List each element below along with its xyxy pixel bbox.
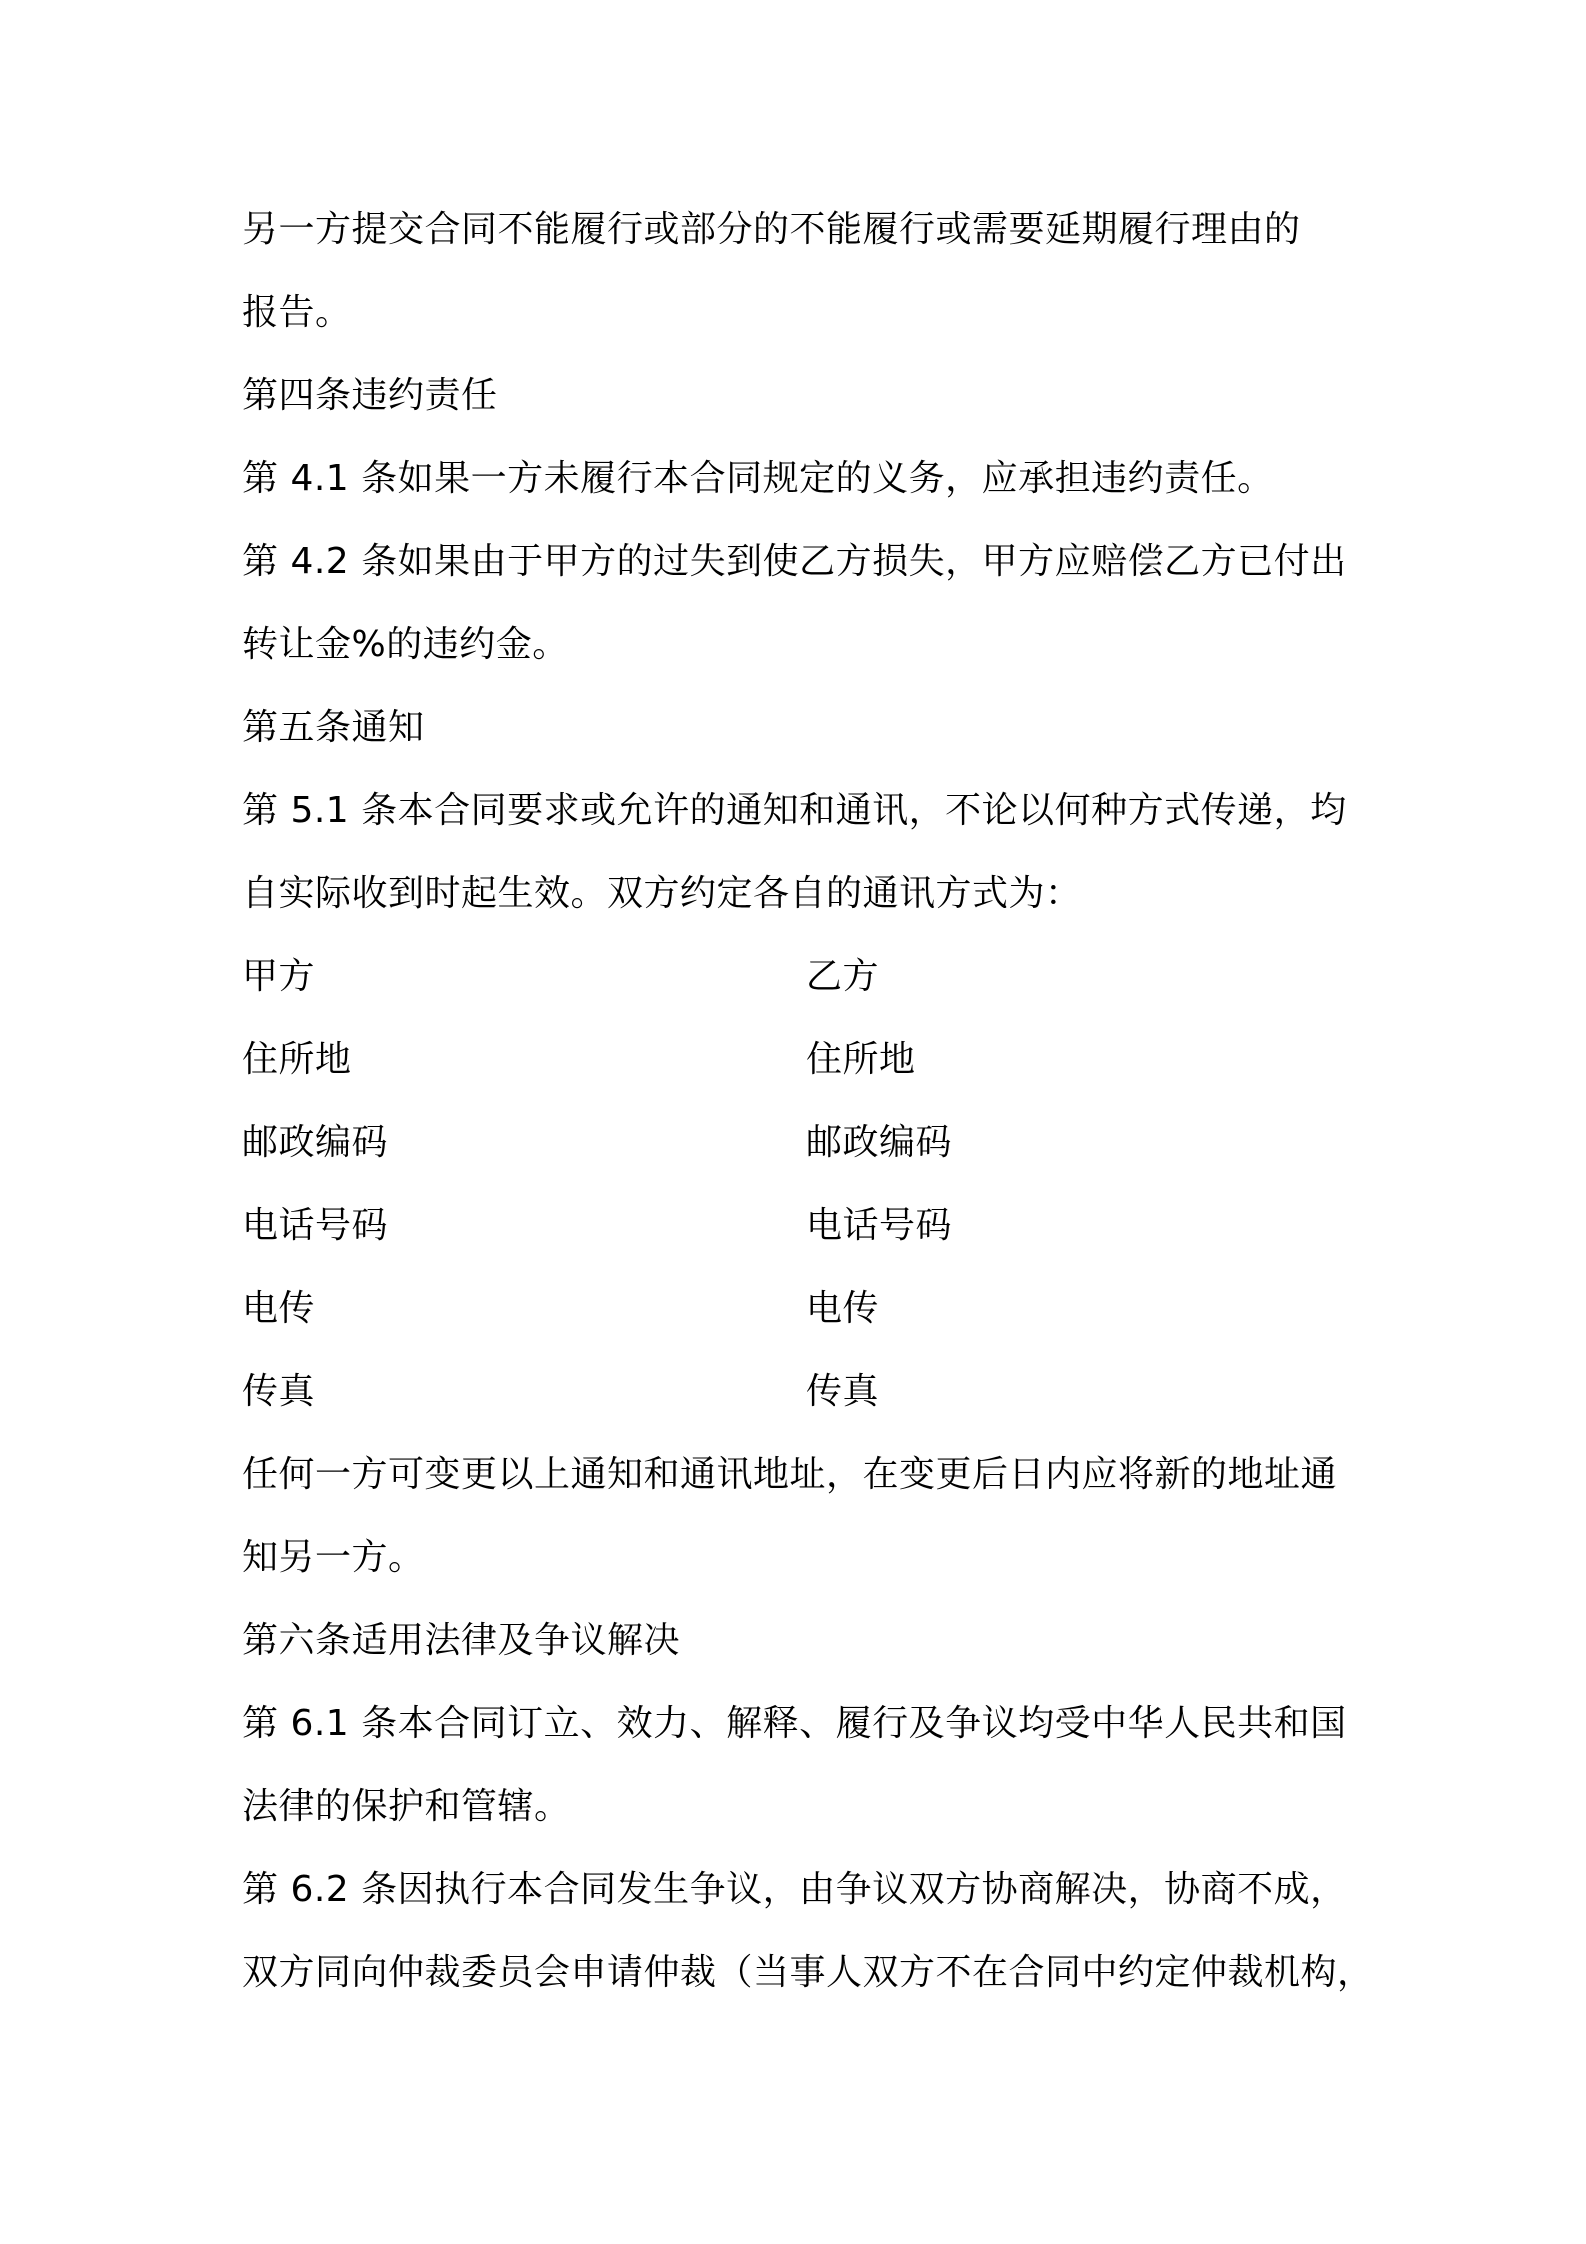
- party-b-address-label: 住所地: [806, 1039, 916, 1080]
- party-a-label: 甲方: [242, 956, 316, 997]
- article-4-1: 第 4.1 条如果一方未履行本合同规定的义务，应承担违约责任。: [242, 458, 1274, 499]
- party-a-postcode-label: 邮政编码: [242, 1122, 389, 1163]
- article-5-1-line-2: 自实际收到时起生效。双方约定各自的通讯方式为：: [242, 873, 1082, 914]
- article-5-1-line-1: 第 5.1 条本合同要求或允许的通知和通讯，不论以何种方式传递，均: [242, 790, 1347, 831]
- article-5-title: 第五条通知: [242, 707, 425, 748]
- article-6-title: 第六条适用法律及争议解决: [242, 1620, 681, 1661]
- article-4-2-line-1: 第 4.2 条如果由于甲方的过失到使乙方损失，甲方应赔偿乙方已付出: [242, 541, 1347, 582]
- party-b-label: 乙方: [806, 956, 880, 997]
- party-b-postcode-label: 邮政编码: [806, 1122, 953, 1163]
- party-a-address-label: 住所地: [242, 1039, 352, 1080]
- change-notice-line-1: 任何一方可变更以上通知和通讯地址，在变更后日内应将新的地址通: [242, 1454, 1338, 1495]
- article-4-2-line-2: 转让金%的违约金。: [242, 624, 569, 665]
- party-b-fax-label: 传真: [806, 1371, 880, 1412]
- article-4-title: 第四条违约责任: [242, 375, 498, 416]
- party-b-telex-label: 电传: [806, 1288, 880, 1329]
- paragraph-line: 报告。: [242, 292, 352, 333]
- article-6-2-line-2: 双方同向仲裁委员会申请仲裁（当事人双方不在合同中约定仲裁机构，: [242, 1952, 1374, 1993]
- article-6-1-line-1: 第 6.1 条本合同订立、效力、解释、履行及争议均受中华人民共和国: [242, 1703, 1347, 1744]
- article-6-2-line-1: 第 6.2 条因执行本合同发生争议，由争议双方协商解决，协商不成，: [242, 1869, 1347, 1910]
- party-a-phone-label: 电话号码: [242, 1205, 389, 1246]
- paragraph-line: 另一方提交合同不能履行或部分的不能履行或需要延期履行理由的: [242, 209, 1301, 250]
- party-a-fax-label: 传真: [242, 1371, 316, 1412]
- article-6-1-line-2: 法律的保护和管辖。: [242, 1786, 571, 1827]
- change-notice-line-2: 知另一方。: [242, 1537, 425, 1578]
- party-b-phone-label: 电话号码: [806, 1205, 953, 1246]
- party-a-telex-label: 电传: [242, 1288, 316, 1329]
